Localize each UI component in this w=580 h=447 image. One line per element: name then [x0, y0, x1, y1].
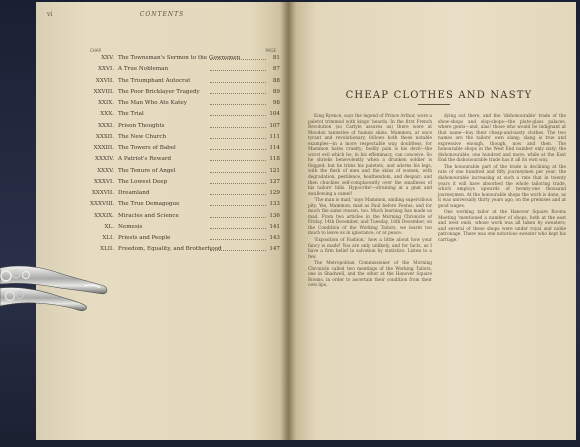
toc-chapter-number: XXXIX. [94, 212, 114, 219]
page-folio: vi [47, 11, 53, 18]
toc-page-number: 118 [269, 156, 280, 163]
toc-chapter-number: XXXVIII. [90, 201, 115, 208]
toc-leader-dots [210, 249, 266, 251]
toc-page-number: 147 [269, 246, 280, 253]
toc-chapter-title: The Lowest Deep [118, 178, 168, 185]
chapter-title: CHEAP CLOTHES AND NASTY [345, 90, 533, 101]
toc-leader-dots [210, 92, 266, 94]
toc-chapter-title: A True Nobleman [118, 66, 169, 73]
body-paragraph: 'The man is mad,' says Mammon, smiling supercilious pity. Yes, Mammon; mad as Paul before Festus; and for much the same reason, too. Much learning has made us mad. From two articles in the Morning Chronicle of Friday, 14th December, and Tuesday, 18th December, on the Condition of the Working Tailors, we learnt too much to leave us in ignorance, or at peace. [308, 198, 432, 237]
toc-chapter-title: The Man Who Ate Katey [118, 100, 187, 106]
toc-page-number: 107 [269, 122, 280, 129]
toc-leader-dots [210, 148, 266, 150]
toc-chapter-number: XXX. [100, 111, 114, 118]
toc-page-number: 111 [269, 133, 280, 140]
toc-entry [90, 156, 280, 167]
toc-chapter-number: XL. [104, 223, 114, 230]
toc-entry [90, 55, 280, 66]
toc-page-number: 143 [269, 235, 280, 241]
toc-chapter-title: Freedom, Equality, and Brotherhood [118, 246, 222, 253]
toc-leader-dots [210, 171, 266, 173]
toc-chapter-title: The Trial [118, 111, 144, 118]
running-head: CONTENTS [139, 11, 185, 18]
toc-entry [90, 66, 280, 77]
toc-leader-dots [210, 126, 266, 128]
toc-chapter-title: The Poor Bricklayer Tragedy [118, 88, 200, 95]
toc-entry [90, 168, 280, 179]
toc-chapter-number: XXXI. [98, 122, 114, 129]
toc-chapter-title: Dreamland [118, 190, 150, 196]
toc-leader-dots [210, 137, 266, 139]
toc-chapter-number: XXXIV. [95, 156, 114, 163]
toc-leader-dots [210, 159, 266, 161]
toc-chapter-number: XXXVI. [94, 178, 114, 185]
toc-page-number: 133 [269, 201, 280, 208]
toc-chapter-number: XXV. [101, 55, 114, 61]
toc-page-number: 89 [272, 88, 280, 95]
toc-entry [90, 100, 280, 111]
body-paragraph: King Ryence, says the legend of Prince Arthur, wore a paletot trimmed with kings' beards. In the first French Revolution (so Carlyle assures us) there were at Meudon tanneries of human skins. Mammon, at once tyrant and revolutionary, follows both these notable examples—in a more respectable way, doubtless, for Mammon hates cruelty; bodily pain is his devil—the worst evil which he, in his effeminacy, can conceive. So he shrieks benevolently when a drunken soldier is flogged; but he trims his paletots, and adorns his legs, with the flesh of men and the skins of women, with degradation, pestilence, heathendom, and despair; and then chuckles self-complacently over the smallness of his tailors' bills. Hypocrite!—straining at a gnat and swallowing a camel! [308, 114, 432, 197]
toc-page-label: PAGE [265, 48, 276, 53]
title-rule [418, 104, 450, 105]
toc-entry [90, 145, 280, 156]
body-paragraph: 'Exposition of Fashion,' how a little about how your fancy is made! You are only unlikely, and for facts, as I have a firm belief in salvation by statistics. Listen to a few. [308, 238, 432, 260]
toc-page-number: 141 [269, 223, 280, 230]
body-paragraph: The honourable part of the trade is declining at the rate of one hundred and fifty journeymen per year; the dishonourable increasing at such a rate that in twenty years it will have absorbed the whole tailoring trade, which employs upwards of twenty-one thousand journeymen. At the honourable shops the work is done, as it was universally thirty years ago, on the premises and at good wages. [438, 164, 566, 209]
toc-page-number: 129 [269, 190, 280, 196]
toc-leader-dots [210, 58, 266, 60]
right-page [288, 2, 576, 440]
toc-entry [90, 190, 280, 201]
toc-leader-dots [210, 69, 266, 71]
book-gutter [280, 2, 296, 440]
left-page [36, 2, 288, 440]
toc-page-number: 81 [272, 55, 280, 61]
body-paragraph: One working tailor at the Hanover Square Rooms Meeting 'mentioned a number of shops, both at the east and west ends, whose work was all taken by sweaters; and several of these shops were under royal and noble patronage. There was one notorious sweater who kept his carriage.' [438, 210, 566, 244]
toc-leader-dots [210, 182, 266, 184]
toc-entry [90, 78, 280, 89]
toc-chapter-title: The New Church [118, 133, 167, 140]
toc-entry [90, 213, 280, 224]
toc-chapter-title: The True Demagogue [118, 201, 180, 208]
toc-entry [90, 201, 280, 212]
silver-clip-bookmark [0, 262, 110, 320]
toc-chapter-number: XXVIII. [93, 88, 114, 95]
toc-chapter-number: XLI. [102, 235, 114, 241]
toc-leader-dots [210, 204, 266, 206]
body-column-right [438, 114, 566, 245]
toc-chapter-title: Prison Thoughts [118, 122, 165, 129]
toc-page-number: 87 [272, 66, 280, 73]
body-column-left [308, 114, 432, 290]
toc-chapter-number: XXXIII. [93, 145, 114, 151]
toc-page-number: 114 [269, 145, 280, 151]
toc-page-number: 121 [269, 167, 280, 174]
toc-chapter-number: XXXII. [95, 133, 114, 140]
toc-page-number: 136 [269, 212, 280, 219]
toc-chapter-title: The Tenure of Angel [118, 167, 176, 174]
toc-chapter-title: The Towers of Babel [118, 145, 176, 151]
toc-leader-dots [210, 216, 266, 218]
toc-entry [90, 235, 280, 246]
toc-page-number: 98 [272, 100, 280, 106]
toc-leader-dots [210, 103, 266, 105]
toc-entry [90, 179, 280, 190]
toc-page-number: 104 [269, 111, 280, 118]
toc-leader-dots [210, 193, 266, 195]
toc-chapter-number: XLII. [100, 246, 114, 253]
toc-chapter-title: Nemesis [118, 223, 143, 230]
toc-chapter-title: A Patriot's Reward [118, 156, 172, 163]
toc-chapter-title: Miracles and Science [118, 212, 179, 219]
toc-chapter-number: XXVI. [98, 66, 114, 73]
toc-chapter-label: CHAP. [90, 48, 102, 53]
body-paragraph: dying out there, and the 'dishonourable' trade of the show-shops and slop-shops—the plate-glass palaces, where gents—and, alas! those who would be indignant at that name—buy their cheap-and-nasty clothes. The two names are the tailors' own slang; slang is true and expressive enough, though, now and then. The honourable shops in the West End number only sixty; the dishonourable, one hundred and more; while at the East End the dishonourable trade has it all its own way. [438, 114, 566, 164]
toc-chapter-number: XXXVII. [91, 190, 114, 196]
toc-chapter-number: XXIX. [98, 100, 114, 106]
body-paragraph: The Metropolitan Commissioner of the Morning Chronicle called two meetings of the Working Tailors, one in Shadwell, and the other at the Hanover Square Rooms, in order to ascertain their condition from their own lips. [308, 261, 432, 289]
toc-leader-dots [210, 114, 266, 116]
toc-page-number: 88 [272, 77, 280, 84]
toc-leader-dots [210, 227, 266, 229]
toc-entry [90, 224, 280, 235]
toc-entry [90, 89, 280, 100]
toc-leader-dots [210, 238, 266, 240]
toc-leader-dots [210, 81, 266, 83]
toc-chapter-title: The Townsman's Sermon to the Gownsmen [118, 55, 241, 61]
toc-entry [90, 123, 280, 134]
toc-chapter-title: Priests and People [118, 235, 171, 241]
toc-page-number: 127 [269, 178, 280, 185]
toc-entry [90, 134, 280, 145]
table-of-contents [90, 55, 280, 258]
toc-chapter-number: XXXV. [97, 167, 114, 174]
toc-chapter-number: XXVII. [95, 77, 114, 84]
toc-entry [90, 246, 280, 257]
toc-entry [90, 111, 280, 122]
toc-chapter-title: The Triumphant Autocrat [118, 77, 191, 84]
